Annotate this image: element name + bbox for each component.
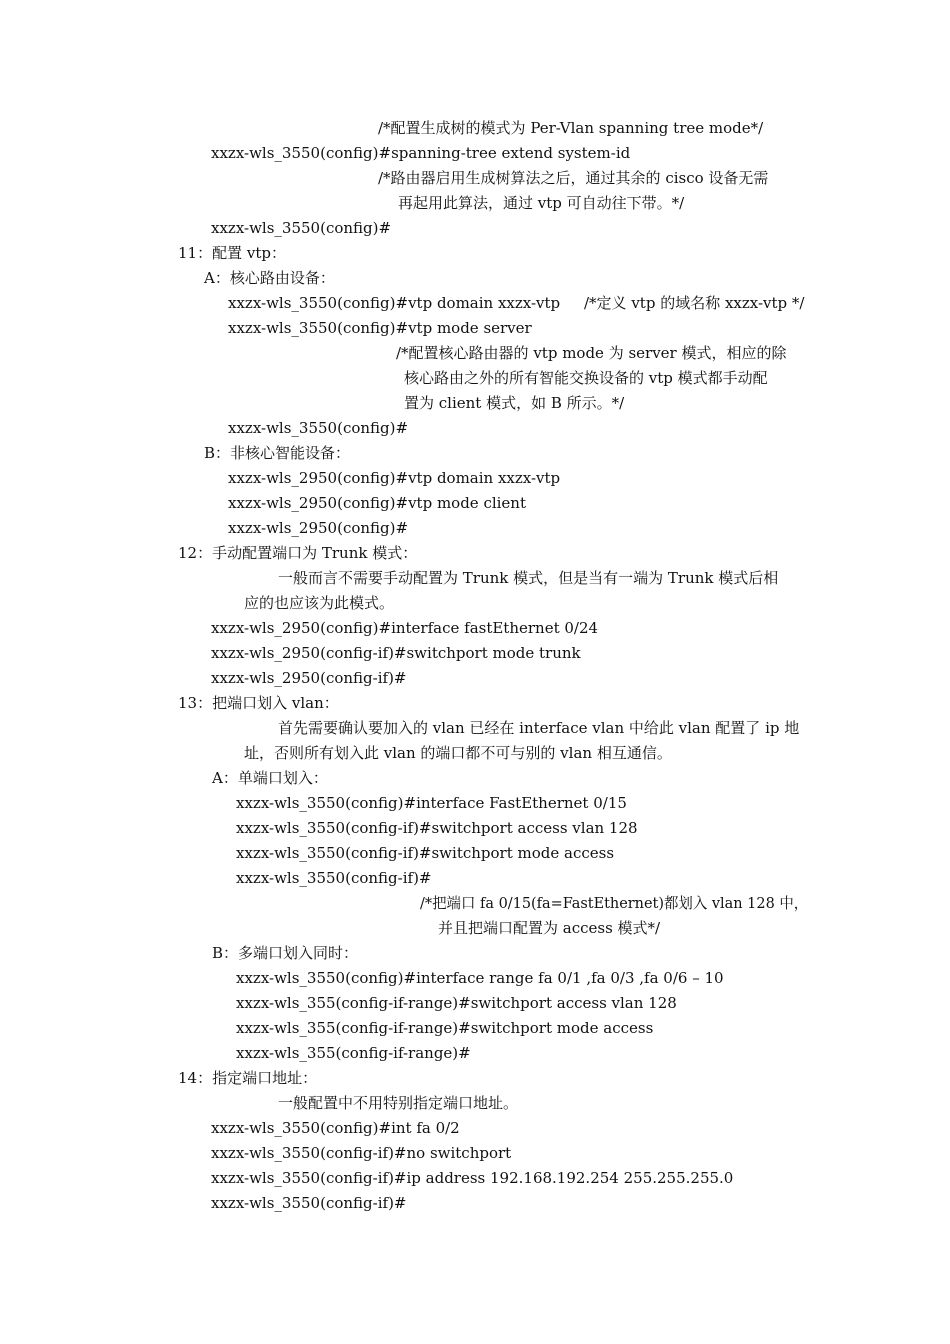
comment-line: /*定义 vtp 的域名称 xxzx-vtp */ bbox=[584, 294, 805, 312]
subsection-heading: B：非核心智能设备： bbox=[204, 444, 351, 462]
comment-line: 再起用此算法，通过 vtp 可自动往下带。*/ bbox=[398, 194, 685, 212]
paragraph-line: 应的也应该为此模式。 bbox=[244, 594, 395, 612]
comment-line: /*把端口 fa 0/15(fa=FastEthernet)都划入 vlan 128 中， bbox=[420, 894, 809, 912]
command-line: xxzx-wls_2950(config)#vtp domain xxzx-vtp bbox=[228, 469, 561, 487]
command-line: xxzx-wls_2950(config)#vtp mode client bbox=[228, 494, 527, 512]
paragraph-line: 首先需要确认要加入的 vlan 已经在 interface vlan 中给此 vlan 配置了 ip 地 bbox=[278, 719, 800, 737]
command-line: xxzx-wls_355(config-if-range)#switchport access vlan 128 bbox=[236, 994, 677, 1012]
comment-line: /*配置核心路由器的 vtp mode 为 server 模式，相应的除 bbox=[396, 344, 787, 362]
command-line: xxzx-wls_3550(config-if)# bbox=[236, 869, 432, 887]
comment-line: 置为 client 模式，如 B 所示。*/ bbox=[404, 394, 625, 412]
command-line: xxzx-wls_3550(config)# bbox=[228, 419, 409, 437]
command-line: xxzx-wls_3550(config)#spanning-tree extend system-id bbox=[211, 144, 631, 162]
paragraph-line: 址，否则所有划入此 vlan 的端口都不可与别的 vlan 相互通信。 bbox=[244, 744, 672, 762]
command-line: xxzx-wls_3550(config)#vtp mode server bbox=[228, 319, 532, 337]
command-line: xxzx-wls_355(config-if-range)#switchport mode access bbox=[236, 1019, 654, 1037]
comment-line: /*路由器启用生成树算法之后，通过其余的 cisco 设备无需 bbox=[378, 169, 769, 187]
command-line: xxzx-wls_3550(config)# bbox=[211, 219, 392, 237]
comment-line: 并且把端口配置为 access 模式*/ bbox=[438, 919, 661, 937]
command-line: xxzx-wls_3550(config-if)#ip address 192.168.192.254 255.255.255.0 bbox=[211, 1169, 734, 1187]
command-line: xxzx-wls_355(config-if-range)# bbox=[236, 1044, 471, 1062]
command-line: xxzx-wls_3550(config-if)#switchport access vlan 128 bbox=[236, 819, 638, 837]
comment-line: 核心路由之外的所有智能交换设备的 vtp 模式都手动配 bbox=[404, 369, 768, 387]
section-heading: 12：手动配置端口为 Trunk 模式： bbox=[178, 544, 418, 562]
command-line: xxzx-wls_2950(config)#interface fastEthernet 0/24 bbox=[211, 619, 599, 637]
command-line: xxzx-wls_3550(config-if)#switchport mode access bbox=[236, 844, 615, 862]
subsection-heading: B：多端口划入同时： bbox=[212, 944, 359, 962]
paragraph-line: 一般而言不需要手动配置为 Trunk 模式，但是当有一端为 Trunk 模式后相 bbox=[278, 569, 779, 587]
subsection-heading: A：单端口划入： bbox=[212, 769, 328, 787]
command-line: xxzx-wls_3550(config-if)# bbox=[211, 1194, 407, 1212]
section-heading: 14：指定端口地址： bbox=[178, 1069, 318, 1087]
command-line: xxzx-wls_3550(config)#interface FastEthernet 0/15 bbox=[236, 794, 627, 812]
command-line: xxzx-wls_3550(config-if)#no switchport bbox=[211, 1144, 512, 1162]
command-line: xxzx-wls_3550(config)#vtp domain xxzx-vtp bbox=[228, 294, 561, 312]
command-line: xxzx-wls_2950(config)# bbox=[228, 519, 409, 537]
comment-line: /*配置生成树的模式为 Per-Vlan spanning tree mode*/ bbox=[378, 119, 764, 137]
section-heading: 13：把端口划入 vlan： bbox=[178, 694, 339, 712]
section-heading: 11：配置 vtp： bbox=[178, 244, 286, 262]
command-line: xxzx-wls_2950(config-if)#switchport mode trunk bbox=[211, 644, 581, 662]
paragraph-line: 一般配置中不用特别指定端口地址。 bbox=[278, 1094, 519, 1112]
command-line: xxzx-wls_3550(config)#int fa 0/2 bbox=[211, 1119, 460, 1137]
subsection-heading: A：核心路由设备： bbox=[204, 269, 335, 287]
command-line: xxzx-wls_3550(config)#interface range fa 0/1 ,fa 0/3 ,fa 0/6 – 10 bbox=[236, 969, 724, 987]
command-line: xxzx-wls_2950(config-if)# bbox=[211, 669, 407, 687]
